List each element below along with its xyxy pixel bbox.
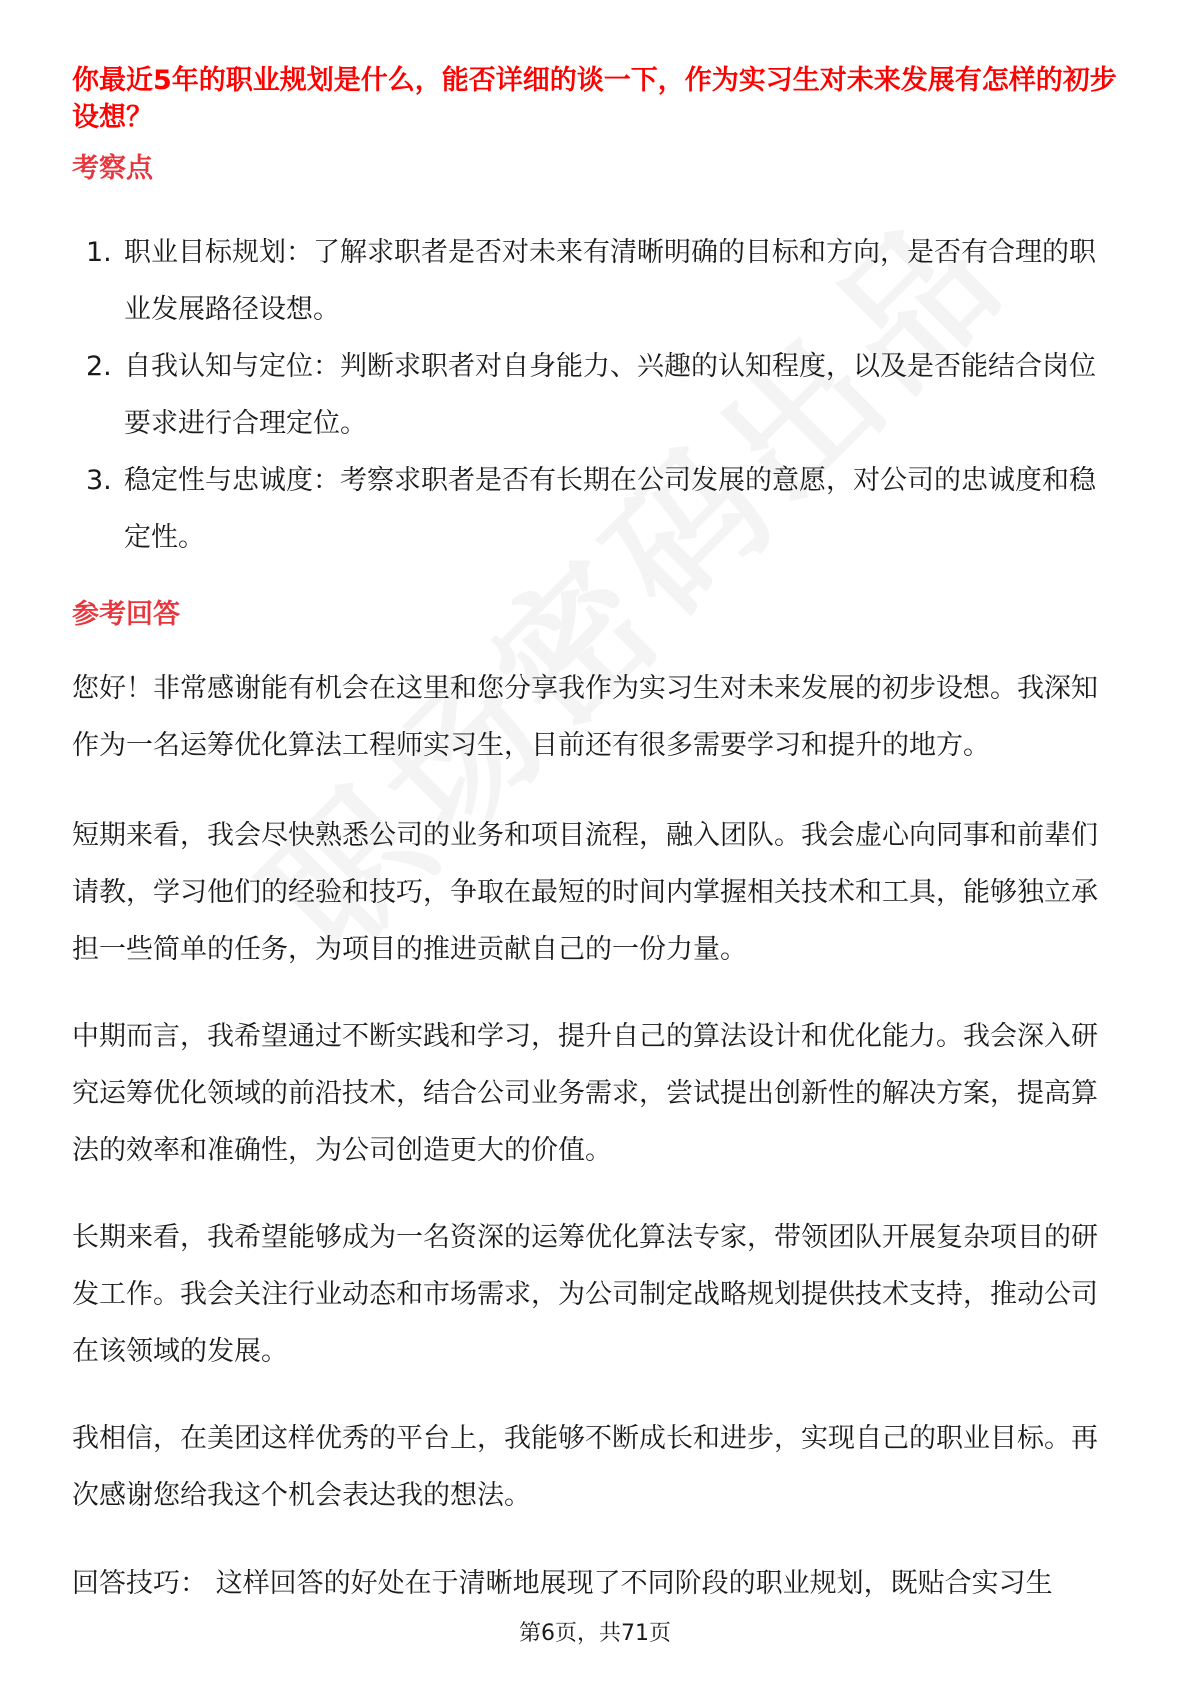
answer-paragraph: 您好！非常感谢能有机会在这里和您分享我作为实习生对未来发展的初步设想。我深知作为一名运筹优化算法工程师实习生，目前还有很多需要学习和提升的地方。	[72, 673, 1098, 761]
point-item	[72, 338, 1122, 452]
answer-paragraph: 短期来看，我会尽快熟悉公司的业务和项目流程，融入团队。我会虚心向同事和前辈们请教，学习他们的经验和技巧，争取在最短的时间内掌握相关技术和工具，能够独立承担一些简单的任务，为项目的推进贡献自己的一份力量。	[72, 820, 1098, 965]
point-number: 1.	[86, 237, 112, 268]
answer-paragraph: 长期来看，我希望能够成为一名资深的运筹优化算法专家，带领团队开展复杂项目的研发工作。我会关注行业动态和市场需求，为公司制定战略规划提供技术支持，推动公司在该领域的发展。	[72, 1222, 1098, 1367]
point-item	[72, 452, 1122, 566]
answer-section-title: 参考回答	[72, 599, 180, 630]
point-text: 自我认知与定位：判断求职者对自身能力、兴趣的认知程度，以及是否能结合岗位要求进行合理定位。	[124, 351, 1096, 439]
point-item	[72, 224, 1122, 338]
answer-tip-paragraph: 回答技巧： 这样回答的好处在于清晰地展现了不同阶段的职业规划，既贴合实习生	[72, 1568, 1053, 1599]
answer-paragraph: 我相信，在美团这样优秀的平台上，我能够不断成长和进步，实现自己的职业目标。再次感谢您给我这个机会表达我的想法。	[72, 1423, 1098, 1511]
answer-paragraph: 中期而言，我希望通过不断实践和学习，提升自己的算法设计和优化能力。我会深入研究运筹优化领域的前沿技术，结合公司业务需求，尝试提出创新性的解决方案，提高算法的效率和准确性，为公司创造更大的价值。	[72, 1021, 1098, 1166]
point-text: 职业目标规划：了解求职者是否对未来有清晰明确的目标和方向，是否有合理的职业发展路径设想。	[124, 237, 1096, 325]
points-section-title: 考察点	[72, 153, 153, 184]
point-text: 稳定性与忠诚度：考察求职者是否有长期在公司发展的意愿，对公司的忠诚度和稳定性。	[124, 465, 1096, 553]
points-list	[72, 224, 1122, 566]
question-heading: 你最近5年的职业规划是什么，能否详细的谈一下，作为实习生对未来发展有怎样的初步设想？	[72, 65, 1117, 133]
page-number-footer: 第6页，共71页	[519, 1621, 671, 1646]
point-number: 2.	[86, 351, 112, 382]
point-number: 3.	[86, 465, 112, 496]
